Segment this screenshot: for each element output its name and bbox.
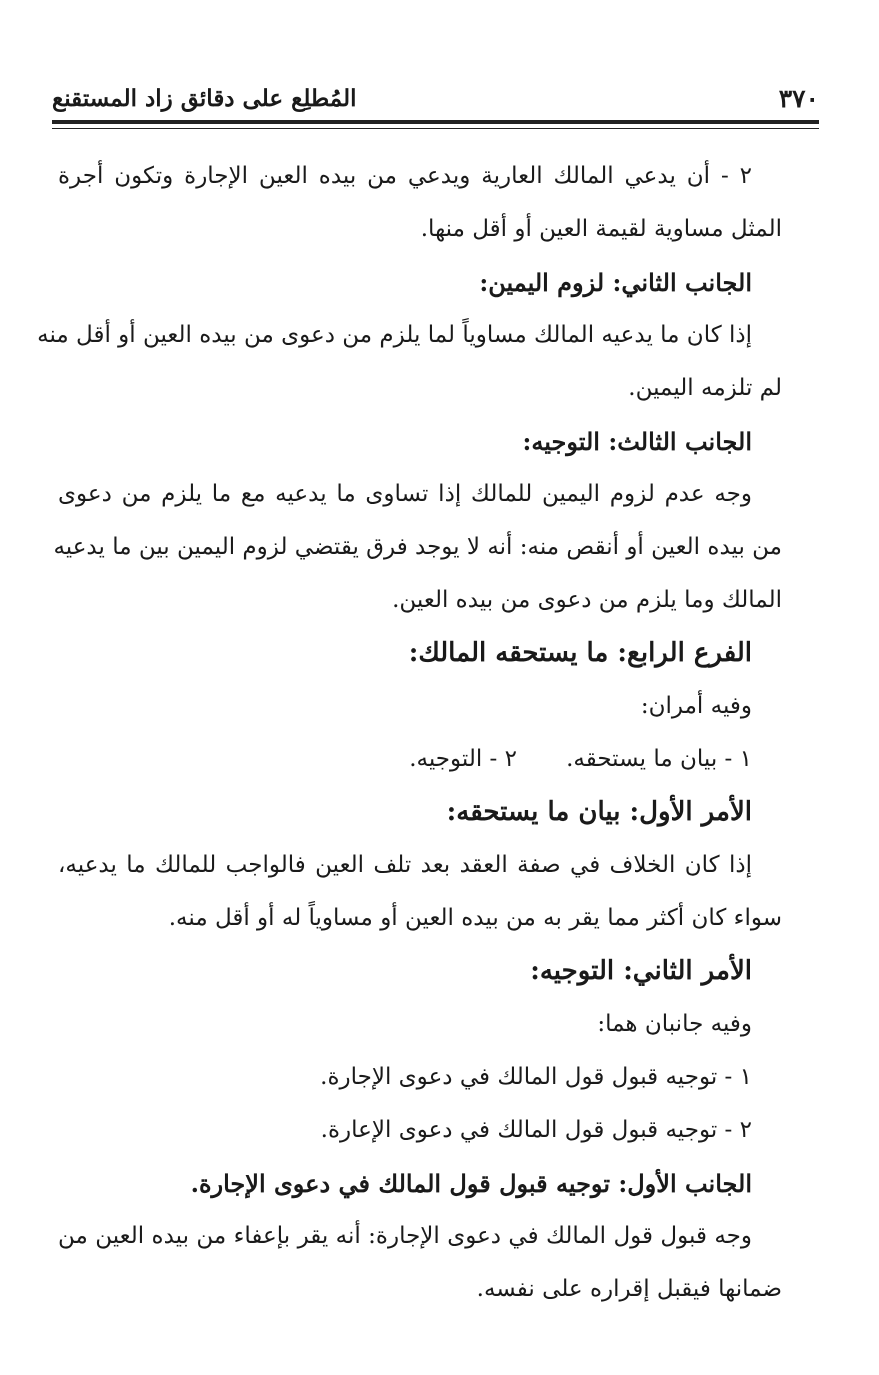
branch-heading: الفرع الرابع: ما يستحقه المالك: xyxy=(408,638,752,668)
list-item: ١ - بيان ما يستحقه. xyxy=(566,746,752,772)
paragraph-line: إذا كان ما يدعيه المالك مساوياً لما يلزم من دعوى من بيده العين أو أقل منه xyxy=(37,322,752,348)
paragraph-line: وجه قبول قول المالك في دعوى الإجارة: أنه يقر بإعفاء من بيده العين من xyxy=(58,1223,752,1249)
list-item: ٢ - التوجيه. xyxy=(409,746,517,772)
paragraph-line: وجه عدم لزوم اليمين للمالك إذا تساوى ما يدعيه مع ما يلزم من دعوى xyxy=(58,481,752,507)
paragraph-line: ٢ - أن يدعي المالك العارية ويدعي من بيده العين الإجارة وتكون أجرة xyxy=(58,163,752,189)
list-item: ٢ - توجيه قبول قول المالك في دعوى الإعارة. xyxy=(320,1117,752,1143)
paragraph-line: المثل مساوية لقيمة العين أو أقل منها. xyxy=(420,216,782,242)
paragraph-line: وفيه جانبان هما: xyxy=(597,1011,752,1037)
page-header xyxy=(52,78,819,118)
paragraph-line: لم تلزمه اليمين. xyxy=(628,375,782,401)
running-title: المُطلِع على دقائق زاد المستقنع xyxy=(52,84,357,112)
header-rule-thin xyxy=(52,128,819,129)
section-heading: الجانب الثالث: التوجيه: xyxy=(522,427,752,456)
page-number: ٣٧٠ xyxy=(778,83,819,113)
section-heading: الجانب الأول: توجيه قبول قول المالك في دعوى الإجارة. xyxy=(190,1169,752,1198)
list-row xyxy=(58,733,782,786)
section-heading: الأمر الثاني: التوجيه: xyxy=(530,956,752,986)
paragraph-line: ضمانها فيقبل إقراره على نفسه. xyxy=(476,1276,782,1302)
paragraph-line: من بيده العين أو أنقص منه: أنه لا يوجد فرق يقتضي لزوم اليمين بين ما يدعيه xyxy=(53,534,782,560)
header-rule-thick xyxy=(52,120,819,124)
section-heading: الجانب الثاني: لزوم اليمين: xyxy=(479,268,752,297)
paragraph-line: المالك وما يلزم من دعوى من بيده العين. xyxy=(392,587,782,613)
paragraph-line: وفيه أمران: xyxy=(640,693,752,719)
paragraph-line: إذا كان الخلاف في صفة العقد بعد تلف العين فالواجب للمالك ما يدعيه، xyxy=(58,852,752,878)
section-heading: الأمر الأول: بيان ما يستحقه: xyxy=(446,797,752,827)
paragraph-line: سواء كان أكثر مما يقر به من بيده العين أو مساوياً له أو أقل منه. xyxy=(168,905,782,931)
list-item: ١ - توجيه قبول قول المالك في دعوى الإجارة. xyxy=(320,1064,752,1090)
page-body xyxy=(37,150,782,1316)
